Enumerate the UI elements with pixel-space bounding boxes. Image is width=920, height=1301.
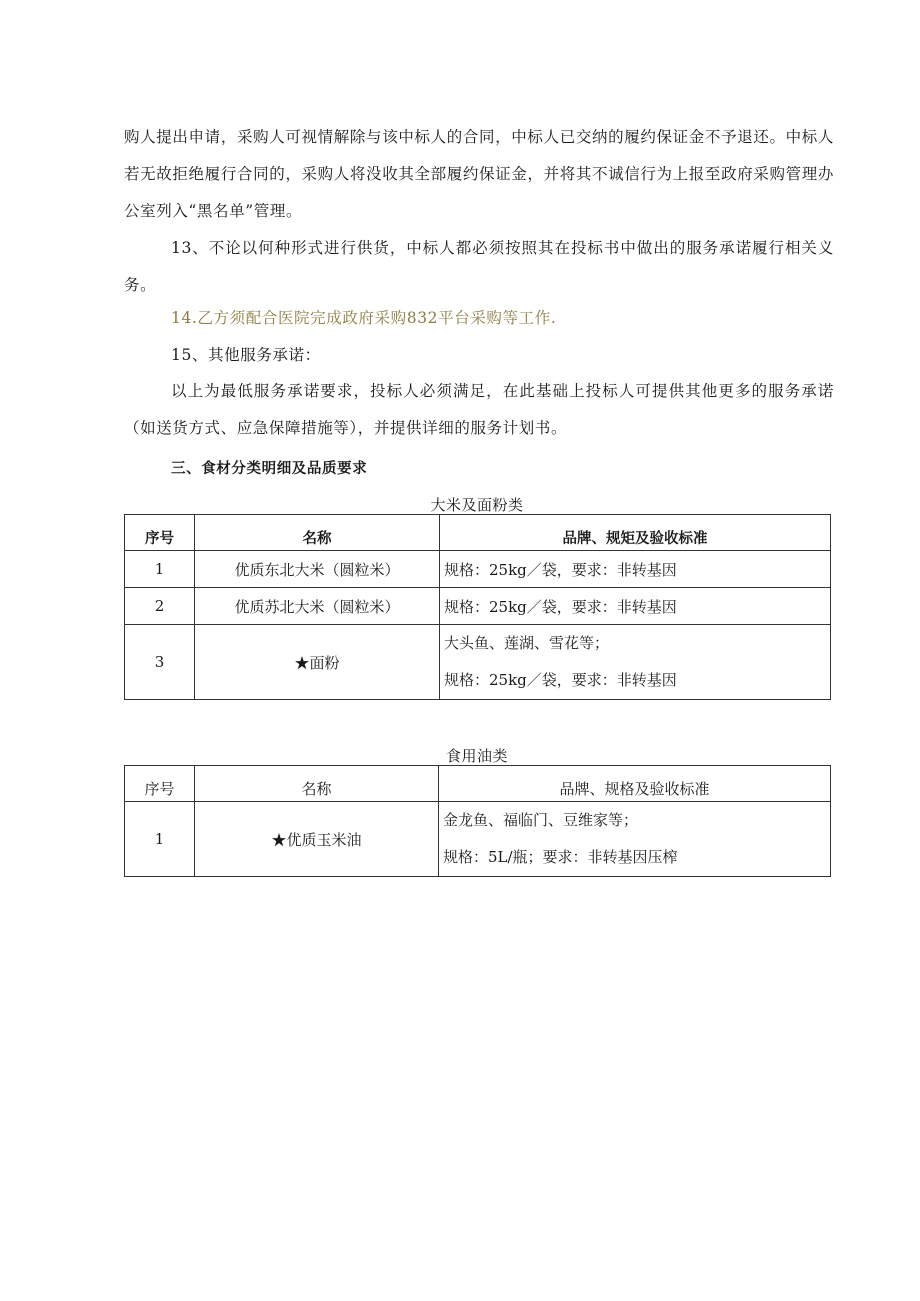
table-caption-cooking-oil: 食用油类 bbox=[445, 747, 508, 765]
table-row bbox=[125, 625, 831, 700]
rice-flour-table bbox=[124, 514, 831, 700]
table-row bbox=[125, 802, 831, 877]
header-name: 名称 bbox=[195, 766, 439, 802]
table-header-row bbox=[125, 766, 831, 802]
header-standard: 品牌、规格及验收标准 bbox=[439, 766, 831, 802]
row-name: ★面粉 bbox=[195, 625, 440, 700]
row-index: 1 bbox=[125, 551, 195, 588]
paragraph-deposit-terms: 购人提出申请，采购人可视情解除与该中标人的合同，中标人已交纳的履约保证金不予退还。中标人若无故拒绝履行合同的，采购人将没收其全部履约保证金，并将其不诚信行为上报至政府采购管理办公室列入“黑名单”管理。 bbox=[124, 128, 834, 220]
standard-spec: 规格：5L/瓶；要求：非转基因压榨 bbox=[443, 848, 678, 866]
row-standard: 规格：25kg／袋，要求：非转基因 bbox=[440, 588, 831, 625]
row-index: 2 bbox=[125, 588, 195, 625]
row-name: 优质东北大米（圆粒米） bbox=[195, 551, 440, 588]
table-row bbox=[125, 551, 831, 588]
row-standard: 规格：25kg／袋，要求：非转基因 bbox=[440, 551, 831, 588]
row-standard bbox=[439, 802, 831, 877]
paragraph-item-15: 15、其他服务承诺： bbox=[171, 346, 321, 364]
row-index: 1 bbox=[125, 802, 195, 877]
row-standard bbox=[440, 625, 831, 700]
section-heading: 三、食材分类明细及品质要求 bbox=[171, 461, 368, 477]
paragraph-item-13: 13、不论以何种形式进行供货，中标人都必须按照其在投标书中做出的服务承诺履行相关义务。 bbox=[124, 239, 834, 294]
row-index: 3 bbox=[125, 625, 195, 700]
header-index: 序号 bbox=[125, 766, 195, 802]
header-index: 序号 bbox=[125, 515, 195, 551]
table-header-row bbox=[125, 515, 831, 551]
standard-brands: 金龙鱼、福临门、豆维家等； bbox=[443, 811, 639, 829]
paragraph-minimum-commitment: 以上为最低服务承诺要求，投标人必须满足，在此基础上投标人可提供其他更多的服务承诺（如送货方式、应急保障措施等），并提供详细的服务计划书。 bbox=[124, 382, 834, 437]
cooking-oil-table bbox=[124, 765, 831, 877]
table-row bbox=[125, 588, 831, 625]
row-name: 优质苏北大米（圆粒米） bbox=[195, 588, 440, 625]
row-name: ★优质玉米油 bbox=[195, 802, 439, 877]
standard-spec: 规格：25kg／袋，要求：非转基因 bbox=[444, 671, 677, 689]
header-standard: 品牌、规矩及验收标准 bbox=[440, 515, 831, 551]
table-caption-rice-flour: 大米及面粉类 bbox=[430, 496, 524, 514]
standard-brands: 大头鱼、莲湖、雪花等； bbox=[444, 634, 610, 652]
header-name: 名称 bbox=[195, 515, 440, 551]
paragraph-item-14: 14.乙方须配合医院完成政府采购832平台采购等工作. bbox=[171, 309, 557, 327]
